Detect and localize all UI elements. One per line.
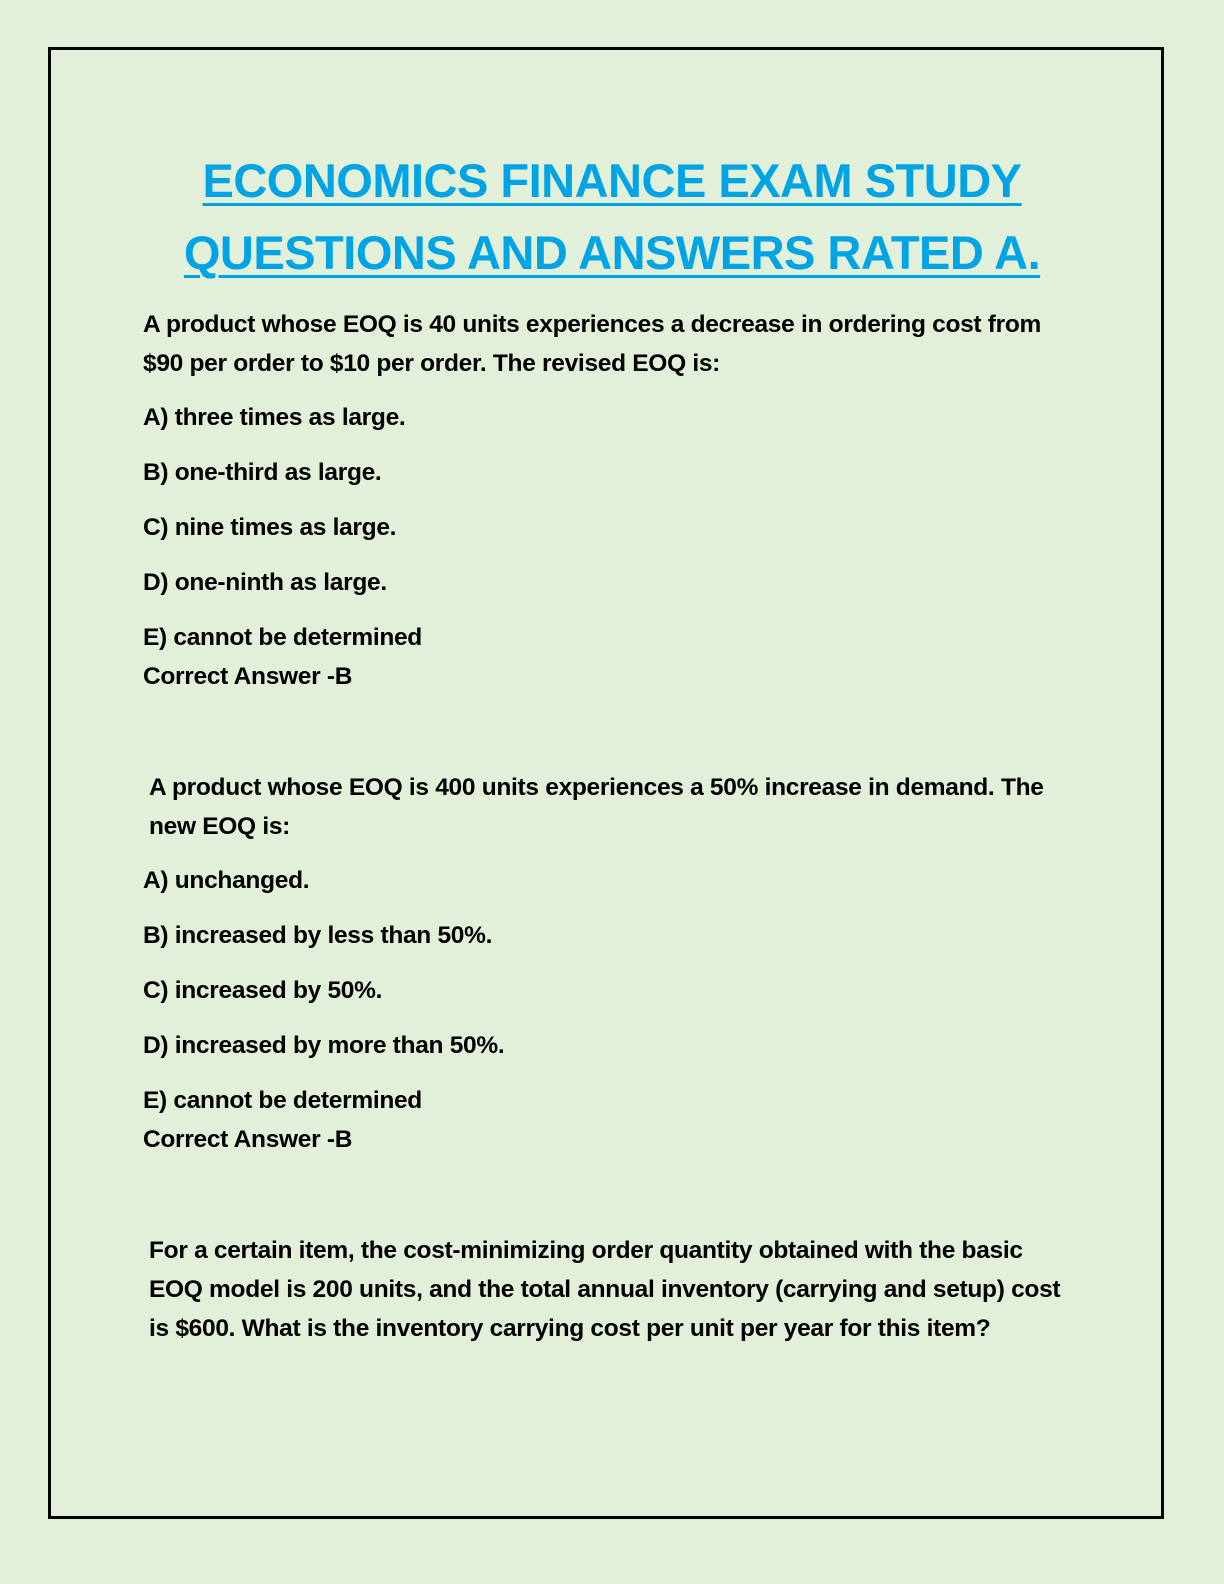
question-2-option-e: E) cannot be determined [143,1087,422,1114]
question-1-option-c: C) nine times as large. [143,514,397,541]
question-2-option-b: B) increased by less than 50%. [143,922,493,949]
question-1-answer: Correct Answer -B [143,663,353,690]
question-1 [143,305,1063,696]
question-2-answer: Correct Answer -B [143,1126,353,1153]
question-2-option-c: C) increased by 50%. [143,977,383,1004]
question-3 [143,1231,1063,1348]
question-2-option-d: D) increased by more than 50%. [143,1032,505,1059]
question-1-option-e: E) cannot be determined [143,624,422,651]
question-2 [143,768,1063,1159]
question-2-option-a: A) unchanged. [143,867,310,894]
question-2-text: A product whose EOQ is 400 units experiences a 50% increase in demand. The new EOQ is: [149,774,1044,840]
question-1-option-a: A) three times as large. [143,404,406,431]
document-title: ECONOMICS FINANCE EXAM STUDY QUESTIONS AND ANSWERS RATED A. [183,154,1041,279]
question-1-option-d: D) one-ninth as large. [143,569,387,596]
question-1-option-b: B) one-third as large. [143,459,382,486]
question-3-text: For a certain item, the cost-minimizing order quantity obtained with the basic EOQ model is 200 units, and the total annual inventory (carrying and setup) cost is $600. What is the inventory carrying cost per unit per year for this item? [149,1237,1061,1342]
document-body [143,305,1063,1363]
question-1-text: A product whose EOQ is 40 units experiences a decrease in ordering cost from $90 per order to $10 per order. The revised EOQ is: [143,311,1042,377]
